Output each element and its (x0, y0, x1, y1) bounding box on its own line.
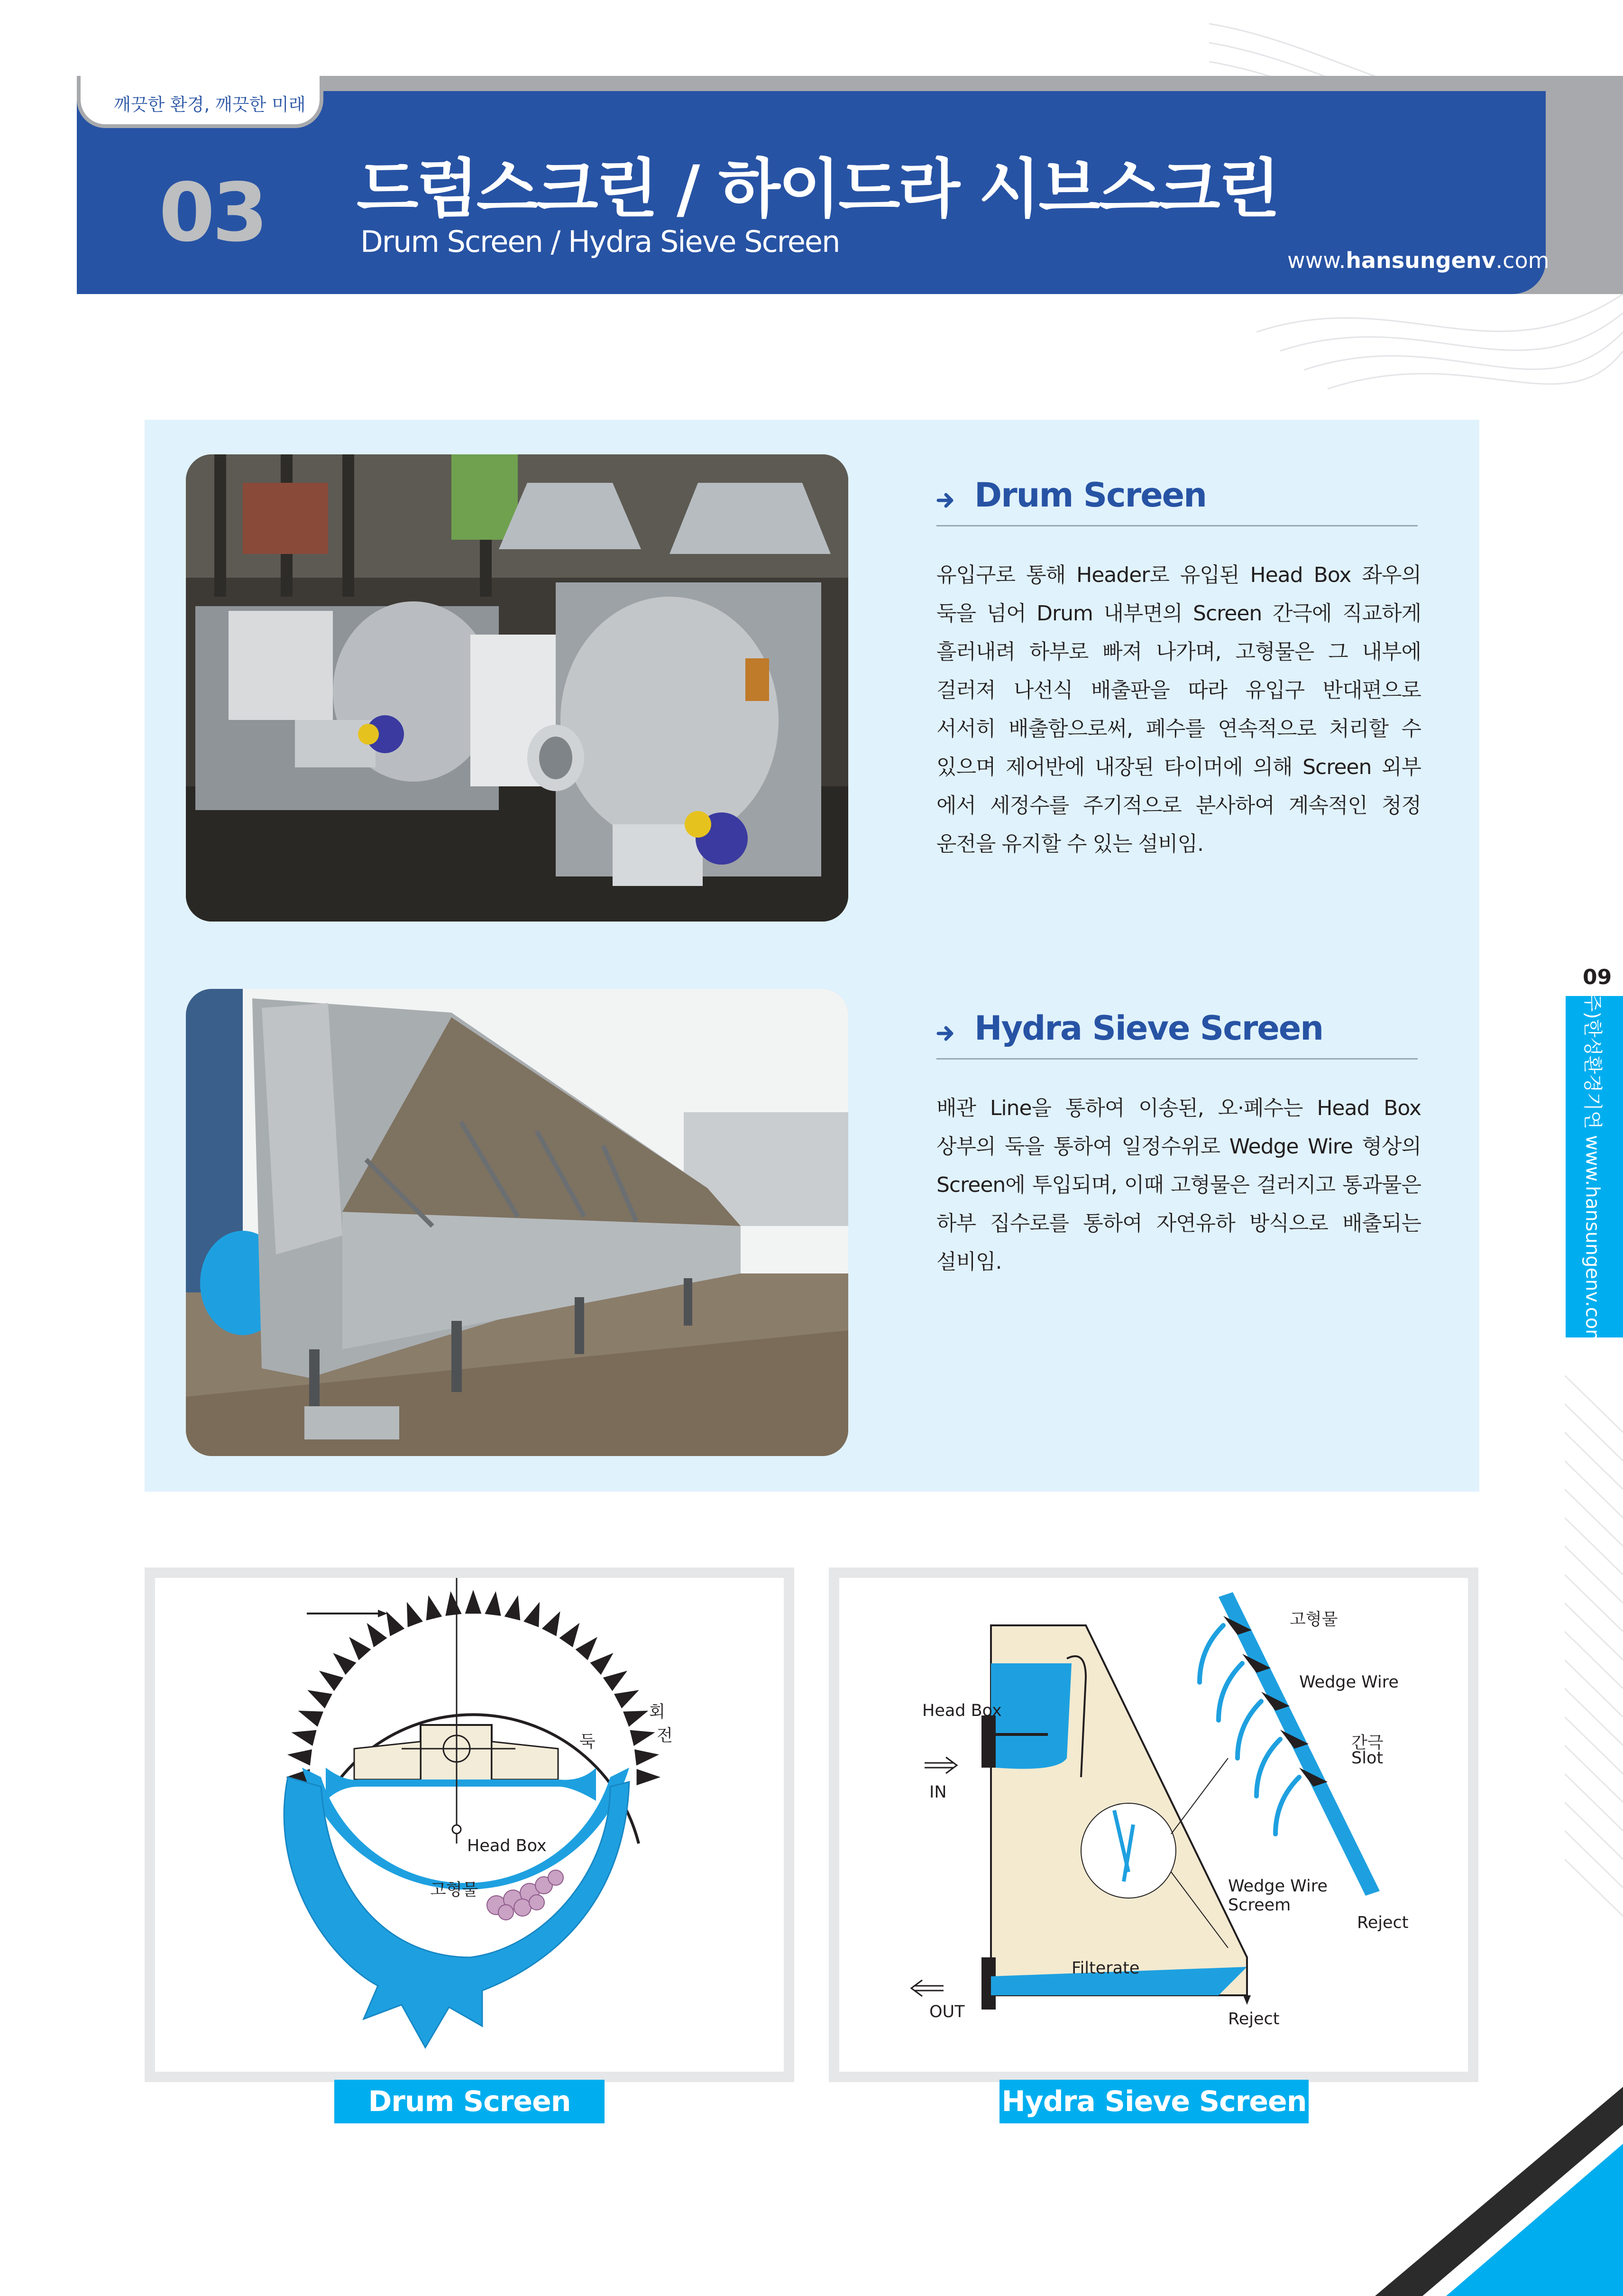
label-weir: 둑 (579, 1733, 596, 1752)
hydra-sieve-description (936, 1089, 1421, 1281)
arrow-right-icon (936, 1024, 955, 1043)
text-line: 흘러내려 하부로 빠져 나가며, 고형물은 그 내부에 (936, 640, 1421, 664)
text-line: Screen에 투입되며, 이때 고형물은 걸러지고 통과물은 (936, 1173, 1421, 1197)
label-solids: 고형물 (1290, 1610, 1338, 1629)
page-title: 드럼스크린 / 하이드라 시브스크린 (357, 152, 1279, 226)
section-divider (936, 525, 1418, 526)
corner-decoration (1375, 2087, 1623, 2296)
hydra-sieve-diagram (839, 1578, 1468, 2072)
text-line: 유입구로 통해 Header로 유입된 Head Box 좌우의 (936, 563, 1421, 587)
text-line: 하부 집수로를 통하여 자연유하 방식으로 배출되는 (936, 1211, 1421, 1236)
label-reject-right: Reject (1357, 1913, 1409, 1932)
label-in: IN (929, 1783, 947, 1802)
text-line: 설비임. (936, 1250, 1002, 1274)
label-gap: 간극 (1351, 1734, 1384, 1752)
label-out: OUT (929, 2002, 965, 2021)
section-divider (936, 1058, 1418, 1060)
page-number: 09 (1583, 965, 1612, 989)
caption-hydra-sieve-screen: Hydra Sieve Screen (999, 2080, 1309, 2123)
label-head-box: Head Box (467, 1836, 547, 1855)
website-link[interactable] (1287, 248, 1549, 273)
label-solids: 고형물 (430, 1881, 478, 1900)
drum-screen-description (936, 556, 1421, 863)
text-line: 배관 Line을 통하여 이송된, 오·폐수는 Head Box (936, 1096, 1421, 1120)
label-reject-bottom: Reject (1228, 2010, 1280, 2029)
label-wedge-wire: Wedge Wire (1299, 1673, 1399, 1692)
label-filterate: Filterate (1072, 1959, 1140, 1978)
caption-drum-screen: Drum Screen (334, 2080, 605, 2123)
label-rotation-1: 회 (649, 1703, 665, 1722)
hydra-sieve-diagram-frame (829, 1568, 1478, 2082)
page-subtitle: Drum Screen / Hydra Sieve Screen (360, 224, 840, 259)
text-line: 둑을 넘어 Drum 내부면의 Screen 간극에 직교하게 (936, 601, 1421, 626)
text-line: 상부의 둑을 통하여 일정수위로 Wedge Wire 형상의 (936, 1134, 1421, 1159)
text-line: 걸러져 나선식 배출판을 따라 유입구 반대편으로 (936, 678, 1421, 702)
label-slot: Slot (1351, 1749, 1384, 1768)
section-heading-hydra-sieve-screen: Hydra Sieve Screen (974, 1009, 1323, 1048)
drum-screen-photo (186, 454, 848, 922)
side-tab-text: (주)한성환경기연 www.hansungenv.com (1581, 986, 1604, 1348)
website-brand: hansungenv (1346, 248, 1496, 273)
website-suffix: .com (1495, 248, 1550, 273)
text-line: 운전을 유지할 수 있는 설비임. (936, 832, 1203, 856)
label-wedge-wire-screen: Wedge Wire (1228, 1877, 1328, 1896)
section-heading-drum-screen: Drum Screen (974, 476, 1206, 515)
text-line: 에서 세정수를 주기적으로 분사하여 계속적인 청정 (936, 793, 1421, 818)
text-line: 서서히 배출함으로써, 폐수를 연속적으로 처리할 수 (936, 717, 1421, 741)
arrow-right-icon (936, 491, 955, 510)
drum-screen-diagram (155, 1578, 784, 2072)
text-line: 있으며 제어반에 내장된 타이머에 의해 Screen 외부 (936, 755, 1421, 779)
background-hatch-lines (1565, 1375, 1623, 2087)
section-number: 03 (159, 166, 266, 260)
drum-screen-diagram-frame (145, 1568, 794, 2082)
website-prefix: www. (1287, 248, 1346, 273)
hydra-sieve-screen-photo (186, 989, 848, 1456)
label-wedge-wire-screen-2: Screem (1228, 1896, 1291, 1915)
label-rotation-2: 전 (657, 1726, 673, 1745)
tagline: 깨끗한 환경, 깨끗한 미래 (114, 94, 306, 115)
label-head-box: Head Box (922, 1701, 1002, 1720)
